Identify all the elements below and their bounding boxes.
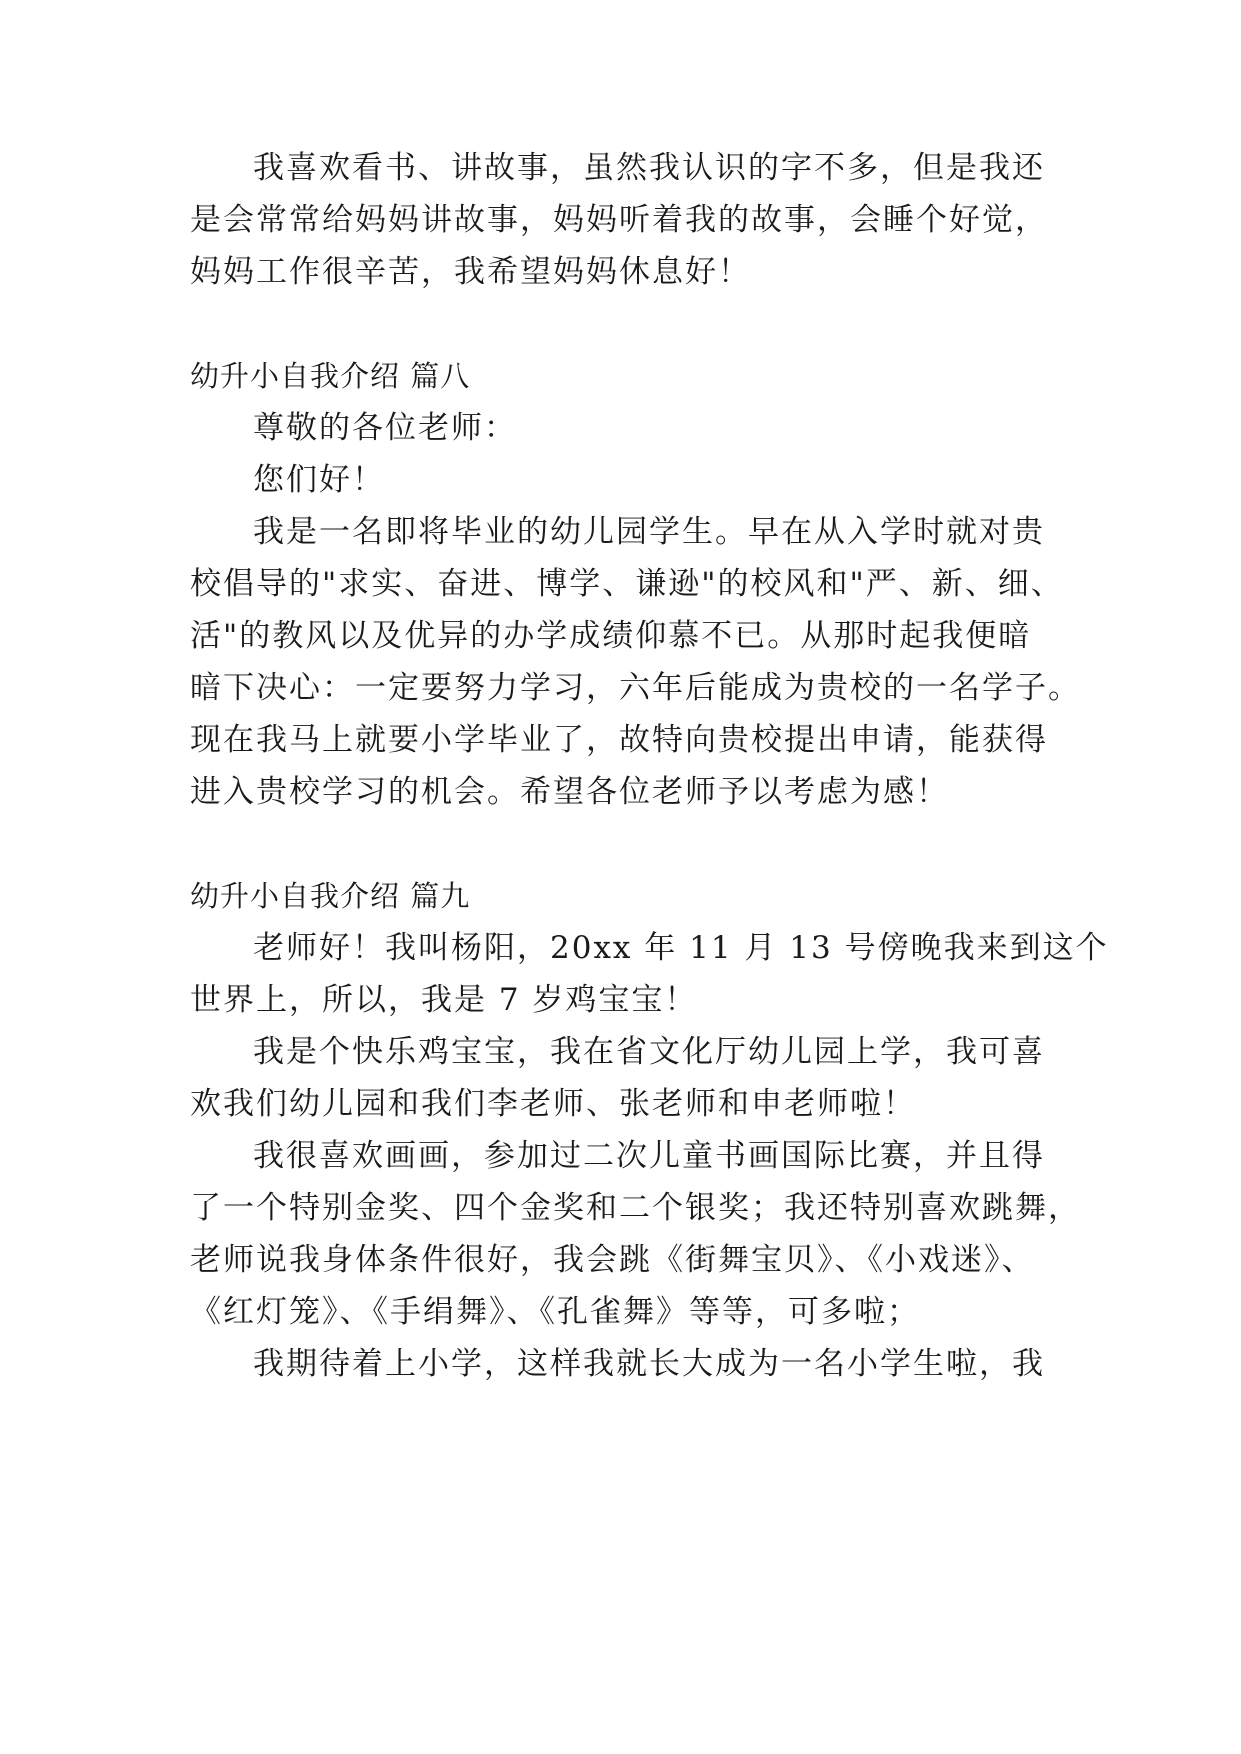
paragraph-line: 欢我们幼儿园和我们李老师、张老师和申老师啦！ [190,1086,916,1122]
paragraph-line: 我期待着上小学，这样我就长大成为一名小学生啦，我 [253,1346,1045,1382]
paragraph-line: 您们好！ [253,462,385,498]
paragraph-line: 我是个快乐鸡宝宝，我在省文化厅幼儿园上学，我可喜 [253,1034,1045,1070]
section-heading: 幼升小自我介绍 篇八 [190,359,471,393]
paragraph-line: 了一个特别金奖、四个金奖和二个银奖；我还特别喜欢跳舞， [190,1190,1081,1226]
paragraph-line: 《红灯笼》、《手绢舞》、《孔雀舞》等等，可多啦； [190,1294,920,1330]
paragraph-line: 是会常常给妈妈讲故事，妈妈听着我的故事，会睡个好觉， [190,202,1048,238]
paragraph-line: 我很喜欢画画，参加过二次儿童书画国际比赛，并且得 [253,1138,1045,1174]
paragraph-line: 进入贵校学习的机会。希望各位老师予以考虑为感！ [190,774,949,810]
paragraph-line: 老师好！我叫杨阳，20xx 年 11 月 13 号傍晚我来到这个 [253,930,1109,966]
paragraph-line: 尊敬的各位老师： [253,410,517,446]
paragraph-line: 现在我马上就要小学毕业了，故特向贵校提出申请，能获得 [190,722,1048,758]
paragraph-line: 妈妈工作很辛苦，我希望妈妈休息好！ [190,254,751,290]
paragraph-line: 老师说我身体条件很好，我会跳《街舞宝贝》、《小戏迷》、 [190,1242,1035,1278]
paragraph-line: 我是一名即将毕业的幼儿园学生。早在从入学时就对贵 [253,514,1045,550]
paragraph-line: 世界上，所以，我是 7 岁鸡宝宝！ [190,982,698,1018]
paragraph-line: 我喜欢看书、讲故事，虽然我认识的字不多，但是我还 [253,150,1045,186]
paragraph-line: 校倡导的"求实、奋进、博学、谦逊"的校风和"严、新、细、 [190,566,1064,602]
section-heading: 幼升小自我介绍 篇九 [190,879,471,913]
paragraph-line: 暗下决心：一定要努力学习，六年后能成为贵校的一名学子。 [190,670,1081,706]
paragraph-line: 活"的教风以及优异的办学成绩仰慕不已。从那时起我便暗 [190,618,1032,654]
